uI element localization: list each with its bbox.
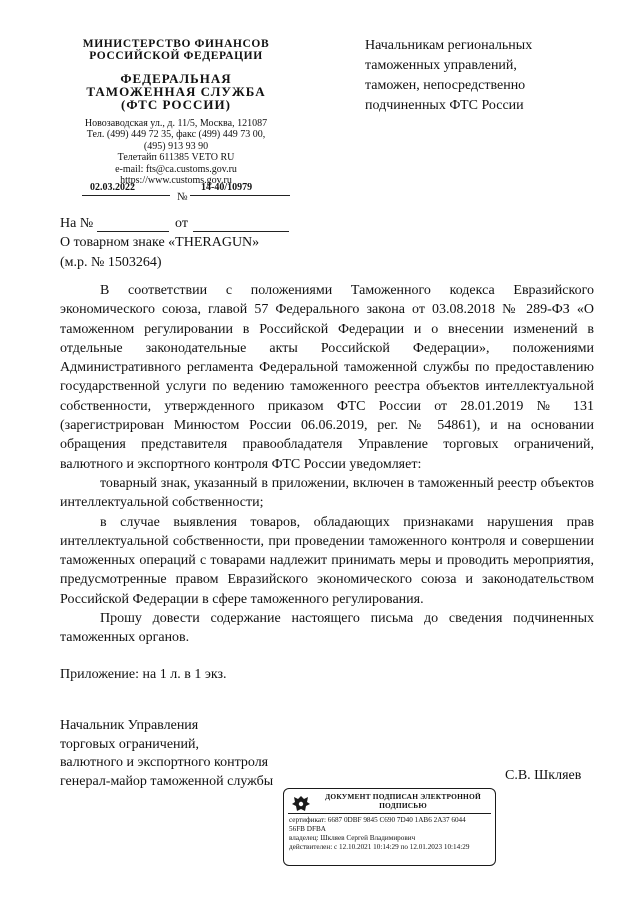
subject-line2: (м.р. № 1503264)	[60, 255, 162, 270]
number-underline	[190, 195, 290, 196]
sender-phone: Тел. (499) 449 72 35, факс (499) 449 73 00,	[86, 129, 266, 141]
esign-validity: действителен: с 12.10.2021 10:14:29 по 12.01.2023 10:14:29	[289, 843, 470, 851]
esign-certificate-cont: 56FB DFBA	[289, 825, 326, 833]
electronic-signature-stamp	[283, 788, 496, 866]
addressee-line2: таможенных управлений,	[365, 58, 517, 73]
document-number: 14-40/10979	[201, 182, 253, 193]
service-name-line1: ФЕДЕРАЛЬНАЯ	[120, 71, 232, 86]
subject-block	[60, 233, 360, 273]
body-paragraph-3: в случае выявления товаров, обладающих признаками нарушения прав интеллектуальной собственности, при проведении таможенного контроля и совершении таможенных операций с товарами надлежит принимать меры и проводить мероприятия, предусмотренные правом Евразийского экономического союза и законодательством Российской Федерации в сфере таможенного регулирования.	[60, 514, 594, 607]
signer-line1: Начальник Управления	[60, 718, 199, 733]
body-paragraph-1: В соответствии с положениями Таможенного кодекса Евразийского экономического союза, главой 57 Федерального закона от 03.08.2018 № 289-ФЗ «О таможенном регулировании в Российской Федерации и о внесении изменений в отдельные законодательные акты Российской Федерации», положениями Административного регламента Федеральной таможенной службы по предоставлению государственной услуги по ведению таможенного реестра объектов интеллектуальной собственности, утвержденного приказом ФТС России от 28.01.2019 № 131 (зарегистрирован Минюстом России 06.06.2019, рег. № 54861), и на основании обращения представителя правообладателя Управление торговых ограничений, валютного и экспортного контроля ФТС России уведомляет:	[60, 283, 594, 472]
signer-line2: торговых ограничений,	[60, 736, 200, 752]
esign-owner: владелец: Шкляев Сергей Владимирович	[289, 834, 416, 842]
addressee-line3: таможен, непосредственно	[365, 78, 526, 93]
letter-body	[60, 281, 594, 648]
date-underline	[82, 195, 170, 196]
reference-na-label: На №	[60, 216, 94, 231]
reference-date-blank	[193, 231, 289, 232]
coat-of-arms-icon	[290, 794, 312, 814]
sender-website: https://www.customs.gov.ru	[120, 175, 232, 187]
sender-phone-2: (495) 913 93 90	[143, 140, 209, 152]
esign-divider	[288, 813, 491, 814]
esign-title-line1: ДОКУМЕНТ ПОДПИСАН ЭЛЕКТРОННОЙ	[325, 792, 481, 801]
subject-line1: О товарном знаке «THERAGUN»	[60, 235, 260, 250]
body-paragraph-2: товарный знак, указанный в приложении, включен в таможенный реестр объектов интеллектуальной собственности;	[60, 475, 594, 511]
sender-email: e-mail: fts@ca.customs.gov.ru	[115, 163, 237, 175]
esign-certificate: сертификат: 6687 0DBF 9845 C690 7D40 1AB6 2A37 6044	[289, 816, 466, 824]
signer-line3: валютного и экспортного контроля	[60, 755, 269, 770]
sender-block	[60, 38, 292, 186]
document-date: 02.03.2022	[90, 182, 135, 193]
body-paragraph-4: Прошу довести содержание настоящего письма до сведения подчиненных таможенных органов.	[60, 611, 594, 646]
service-name-line2: ТАМОЖЕННАЯ СЛУЖБА	[86, 84, 266, 99]
reference-number-blank	[97, 231, 169, 232]
ministry-name-line2: РОССИЙСКОЙ ФЕДЕРАЦИИ	[89, 50, 263, 62]
signer-name: С.В. Шкляев	[505, 768, 582, 783]
signer-block	[60, 717, 320, 791]
number-label: №	[177, 191, 188, 203]
service-name-line3: (ФТС РОССИИ)	[121, 97, 231, 112]
addressee-block	[365, 36, 595, 116]
esign-title-line2: ПОДПИСЬЮ	[379, 800, 427, 810]
esign-title	[316, 793, 490, 810]
ministry-name-line1: МИНИСТЕРСТВО ФИНАНСОВ	[82, 38, 270, 50]
reference-ot-label: от	[175, 216, 188, 231]
addressee-line1: Начальникам региональных	[365, 38, 533, 53]
signer-line4: генерал-майор таможенной службы	[60, 773, 274, 789]
addressee-line4: подчиненных ФТС России	[365, 98, 524, 113]
attachment-note: Приложение: на 1 л. в 1 экз.	[60, 667, 227, 682]
sender-telex: Телетайп 611385 VETO RU	[117, 152, 235, 164]
document-date-number	[80, 182, 290, 203]
sender-address: Новозаводская ул., д. 11/5, Москва, 121087	[84, 118, 268, 129]
